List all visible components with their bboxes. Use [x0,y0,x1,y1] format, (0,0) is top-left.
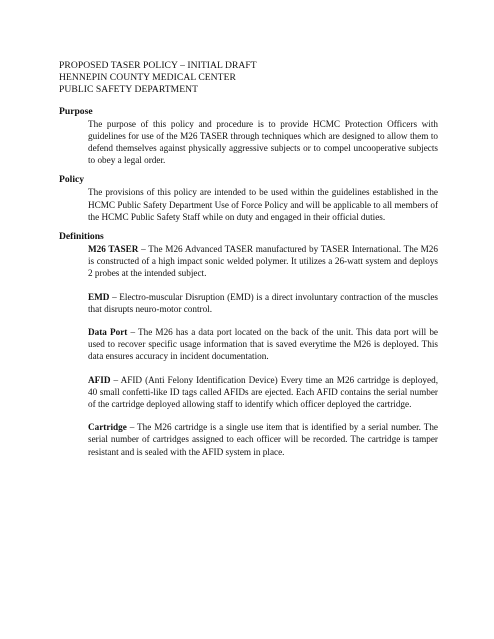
definition-text: – The M26 Advanced TASER manufactured by TASER International. The M26 is constructed of a high impact sonic welded polymer. It utilizes a 26-watt system and deploys 2 probes at the intended subject. [88,244,438,279]
definitions-section [59,231,438,458]
document-header [59,60,438,97]
policy-heading: Policy [59,174,85,186]
definition-term: Data Port [88,327,128,338]
policy-body: The provisions of this policy are intended to be used within the guidelines established in the HCMC Public Safety Department Use of Force Policy and will be applicable to all members of the HCMC Public Safety Staff while on duty and engaged in their official duties. [88,187,438,222]
definition-data-port [88,326,438,363]
definition-text: – The M26 has a data port located on the back of the unit. This data port will be used to recover specific usage information that is saved everytime the M26 is deployed. This data ensures accuracy in incident documentation. [88,327,438,362]
header-organization-line: HENNEPIN COUNTY MEDICAL CENTER [59,72,236,84]
purpose-heading: Purpose [59,105,93,117]
header-department-line: PUBLIC SAFETY DEPARTMENT [59,84,199,96]
definition-term: EMD [88,291,110,302]
header-title-line: PROPOSED TASER POLICY – INITIAL DRAFT [59,60,257,71]
definition-term: AFID [88,374,111,385]
definitions-heading: Definitions [59,231,104,243]
definition-text: – Electro-muscular Disruption (EMD) is a direct involuntary contraction of the muscles that disrupts neuro-motor control. [88,291,438,314]
definition-cartridge [88,421,438,458]
purpose-body: The purpose of this policy and procedure is to provide HCMC Protection Officers with guidelines for use of the M26 TASER through techniques which are designed to allow them to defend themselves against physically aggressive subjects or to compel uncooperative subjects to obey a legal order. [88,118,438,166]
definition-emd [88,291,438,315]
definition-text: – AFID (Anti Felony Identification Device) Every time an M26 cartridge is deployed, 40 small confetti-like ID tags called AFIDs are ejected. Each AFID contains the serial number of the cartridge deployed allowing staff to identify which officer deployed the cartridge. [88,374,438,410]
purpose-section [59,106,438,167]
definition-text: – The M26 cartridge is a single use item that is identified by a serial number. The serial number of cartridges assigned to each officer will be recorded. The cartridge is tamper resistant and is sealed with the AFID system in place. [88,422,438,457]
definition-term: Cartridge [88,422,127,433]
definition-term: M26 TASER [88,244,139,255]
policy-section [59,174,438,223]
definition-afid [88,374,438,411]
definition-m26-taser [88,243,438,280]
